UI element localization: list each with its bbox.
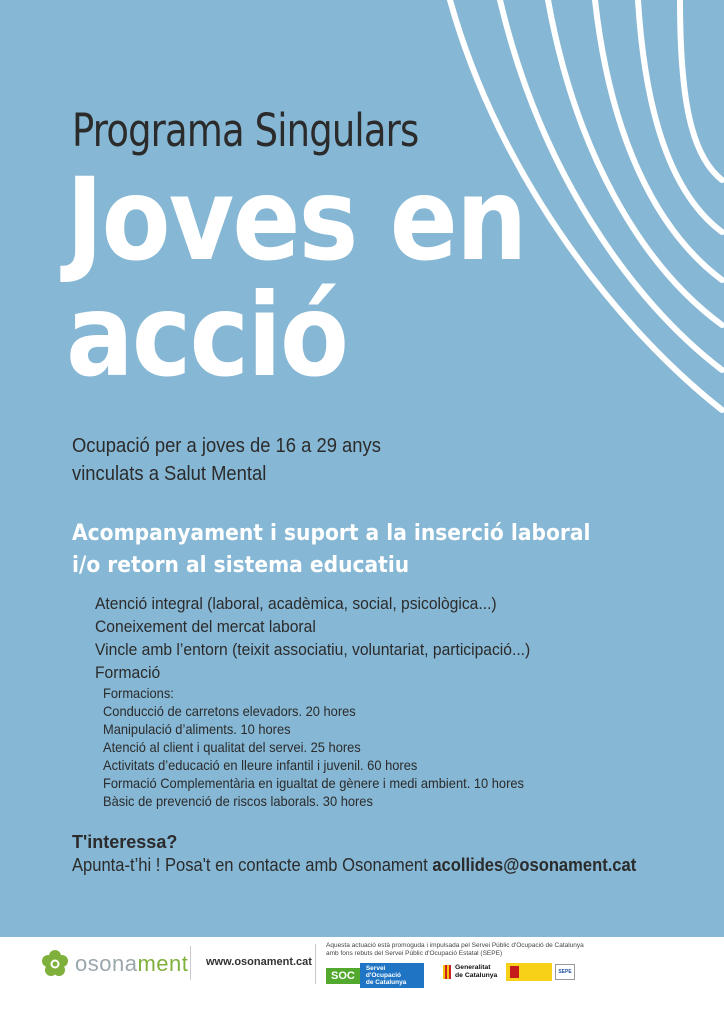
contact-email-link[interactable]: acollides@osonament.cat (432, 855, 637, 875)
title-line-1: Joves en (66, 153, 526, 286)
logo-text-part2: ment (137, 951, 189, 976)
headline-line-1: Acompanyament i suport a la inserció laboral (72, 521, 591, 546)
training-item: Manipulació d’aliments. 10 hores (103, 721, 291, 737)
soc-logo (326, 963, 424, 988)
senyera-icon (443, 965, 451, 979)
cta-text: Apunta-t’hi ! Posa't en contacte amb Osonament (72, 855, 428, 875)
training-item: Activitats d’educació en lleure infantil i juvenil. 60 hores (103, 757, 418, 773)
footer-divider (190, 946, 191, 980)
osonament-logo (41, 950, 188, 978)
legal-notice (326, 942, 596, 958)
generalitat-name (455, 964, 497, 979)
list-item: Coneixement del mercat laboral (95, 617, 316, 636)
footer-divider (315, 944, 316, 984)
list-item: Vincle amb l’entorn (teixit associatiu, voluntariat, participació...) (95, 640, 531, 659)
training-list (103, 702, 524, 810)
training-item: Formació Complementària en igualtat de gènere i medi ambient. 10 hores (103, 775, 524, 791)
training-item: Atenció al client i qualitat del servei. 25 hores (103, 739, 361, 755)
legal-line-1: Aquesta actuació està promoguda i impulsada pel Servei Públic d'Ocupació de Catalunya (326, 942, 584, 949)
headline-line-2: i/o retorn al sistema educatiu (72, 553, 410, 578)
generalitat-logo (443, 964, 497, 979)
subtitle-line-1: Ocupació per a joves de 16 a 29 anys (72, 435, 381, 457)
gen-line-1: Generalitat (455, 964, 491, 971)
service-list (95, 592, 530, 684)
training-heading: Formacions: (103, 685, 174, 701)
subtitle-line-2: vinculats a Salut Mental (72, 463, 267, 485)
cta-line (72, 855, 636, 876)
website-link[interactable]: www.osonament.cat (206, 956, 312, 968)
training-item: Conducció de carretons elevadors. 20 hores (103, 703, 356, 719)
coat-of-arms-icon (510, 966, 519, 978)
legal-line-2: amb fons rebuts del Servei Públic d'Ocupació Estatal (SEPE) (326, 950, 503, 957)
cta-question: T'interessa? (72, 832, 178, 852)
spanish-government-logo (506, 963, 575, 981)
soc-name-line-1: Servei d'Ocupació (365, 965, 401, 979)
list-item: Atenció integral (laboral, acadèmica, social, psicològica...) (95, 594, 497, 613)
program-name: Programa Singulars (72, 104, 419, 157)
subtitle (72, 432, 381, 488)
list-item: Formació (95, 663, 161, 682)
sepe-logo: SEPE (555, 964, 575, 980)
title-line-2: acció (66, 269, 348, 402)
section-headline (72, 518, 590, 582)
logo-text-part1: osona (75, 951, 138, 976)
training-section (103, 684, 524, 810)
soc-name (360, 963, 424, 988)
soc-badge: SOC (326, 968, 360, 984)
soc-name-line-2: de Catalunya (365, 979, 407, 986)
gen-line-2: de Catalunya (455, 971, 498, 979)
page-title (66, 153, 526, 402)
government-badge (506, 963, 552, 981)
training-item: Bàsic de prevenció de riscos laborals. 30 hores (103, 793, 373, 809)
logo-text (75, 951, 188, 977)
flower-icon (41, 950, 69, 978)
